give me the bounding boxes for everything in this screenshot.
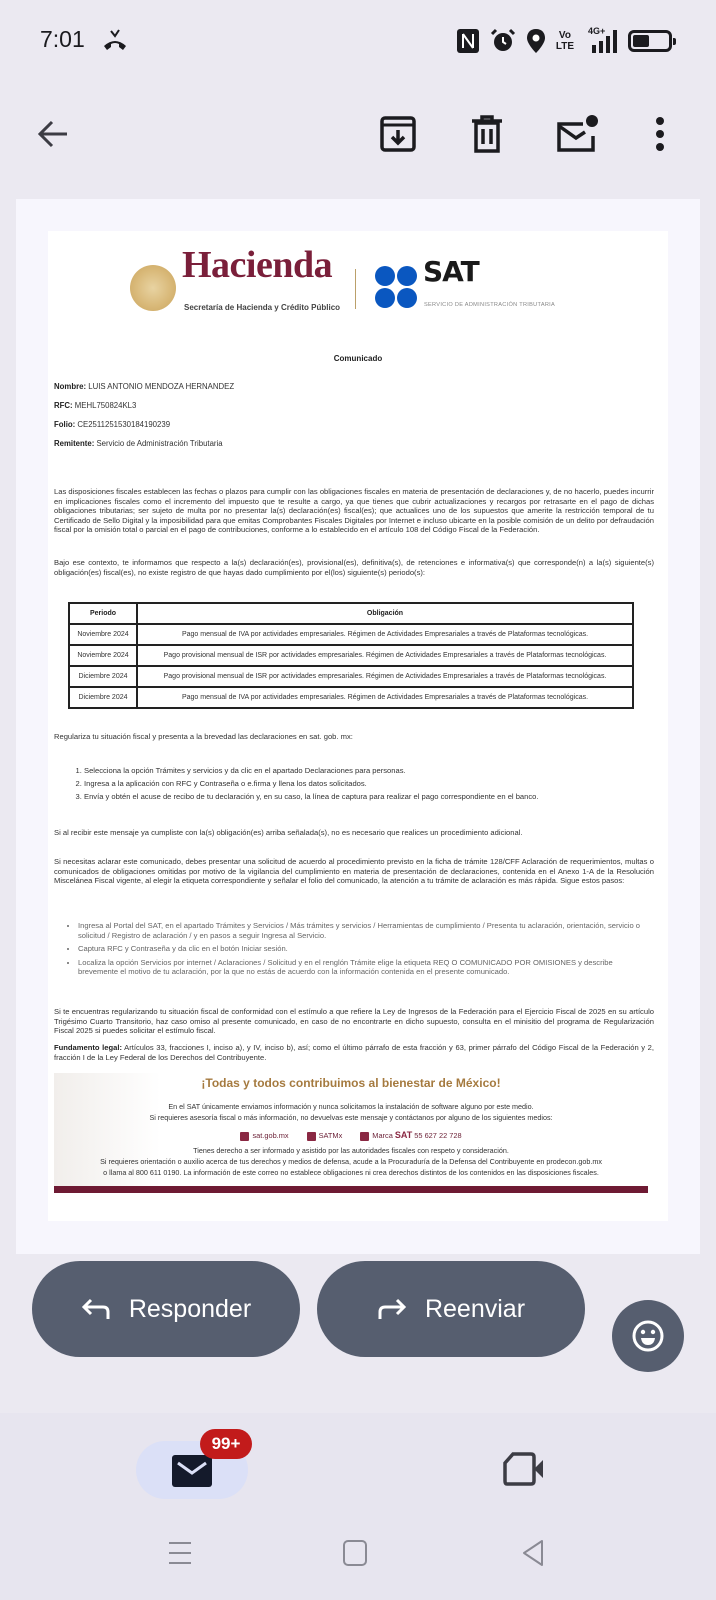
menu-lines-icon [167, 1540, 193, 1566]
steps-list [70, 766, 630, 806]
field-label: Nombre: [54, 382, 87, 391]
field-label: Folio: [54, 420, 76, 429]
list-item: 1. Selecciona la opción Trámites y servicios y da clic en el apartado Declaraciones para personas. [84, 766, 630, 776]
reply-icon [81, 1297, 111, 1321]
sat-logo-dots [375, 266, 417, 308]
location-icon [526, 28, 546, 54]
obligations-table [68, 602, 634, 709]
contact-marca-text: Marca [372, 1131, 393, 1140]
table-row [69, 624, 633, 645]
nav-meet-tab[interactable] [500, 1445, 548, 1493]
bottom-navigation [0, 1413, 716, 1600]
field-rfc [54, 401, 136, 411]
contact-web-text: sat.gob.mx [252, 1131, 289, 1140]
list-item: • Localiza la opción Servicios por internet / Aclaraciones / Solicitud y en el renglón Trámite elige la etiqueta REQ O COMUNICADO POR OMISIONES y describe brevemente el motivo de tu aclaración, por la que no estás de acuerdo con la información contenida en el presente comunicado. [78, 958, 642, 977]
paragraph-contexto: Bajo ese contexto, te informamos que respecto a la(s) declaración(es), provisional(es), definitiva(s), de retenciones e informativa(s) que corresponde(n) a la(s) siguiente(s) obligación(es) fiscal(es), no existe registro de que hayas dado cumplimiento por el(los) siguiente(s) periodo(s): [54, 558, 654, 577]
home-button[interactable] [335, 1533, 375, 1573]
video-camera-icon [503, 1452, 545, 1486]
contact-web[interactable] [240, 1131, 288, 1141]
x-icon [307, 1132, 316, 1141]
mail-icon [172, 1453, 212, 1487]
missed-call-icon [102, 28, 128, 52]
volte-icon [556, 28, 574, 54]
hacienda-sat-logo [130, 244, 580, 321]
field-value: MEHL750824KL3 [74, 401, 137, 410]
footer-title: ¡Todas y todos contribuimos al bienestar de México! [201, 1076, 501, 1090]
hacienda-logo-text: Hacienda [182, 244, 333, 286]
reply-button[interactable] [32, 1261, 300, 1357]
paragraph-fundamento [54, 1043, 654, 1062]
legal-text: Artículos 33, fracciones I, inciso a), y IV, inciso b), así; como el último párrafo de esta fracción y 63, primer párrafo del Código Fiscal de la Federación y 2, fracción I de la Ley Federal de los Derechos del Contribuyente. [54, 1043, 654, 1062]
cell-periodo: Diciembre 2024 [69, 666, 137, 687]
field-nombre [54, 382, 234, 392]
list-item: • Ingresa al Portal del SAT, en el apartado Trámites y Servicios / Más trámites y servicios / Herramientas de cumplimiento / Presenta tu aclaración, orientación, servicio o solicitud / Registro de aclaración / y en pasos a seguir Ingresa al Servicio. [78, 921, 642, 940]
footer-line: Si requieres orientación o auxilio acerca de tus derechos y medios de defensa, acude a la Procuraduría de la Defensa del Contribuyente en prodecon.gob.mx [100, 1157, 602, 1166]
email-toolbar [0, 96, 716, 176]
field-label: RFC: [54, 401, 73, 410]
footer-line: En el SAT únicamente enviamos información y nunca solicitamos la instalación de software alguno por este medio. [168, 1102, 534, 1111]
status-time: 7:01 [40, 26, 85, 52]
unread-count-badge: 99+ [200, 1429, 252, 1459]
phone-icon [360, 1132, 369, 1141]
emoji-reaction-button[interactable] [612, 1300, 684, 1372]
cell-periodo: Noviembre 2024 [69, 624, 137, 645]
more-vert-icon [654, 116, 666, 152]
status-bar [0, 0, 716, 84]
cell-periodo: Diciembre 2024 [69, 687, 137, 708]
paragraph-disposiciones: Las disposiciones fiscales establecen las fechas o plazos para cumplir con las obligaciones fiscales en materia de presentación de declaraciones y, de no hacerlo, puedes incurrir en implicaciones fiscales como el incremento del impuesto que te resulte a cargo, ya que tienes que cubrir actualizaciones y recargos por retrasarte en el pago de dichas obligaciones tributarias; ser sujeto de multa por no presentar la(s) declaración(es) fiscal(es); que actualices uno de los supuestos que amerite la restricción temporal de tu Certificado de Sello Digital y la imposibilidad para que emitas Comprobantes Fiscales Digitales por Internet e incluso ubicarte en la posible comisión de un delito por defraudación fiscal por la omisión total o parcial en el pago de contribuciones, conforme a lo establecido en el artículo 108 del Código Fiscal de la Federación. [54, 487, 654, 535]
nfc-icon [456, 28, 480, 54]
cell-periodo: Noviembre 2024 [69, 645, 137, 666]
email-footer [54, 1073, 648, 1193]
forward-button[interactable] [317, 1261, 585, 1357]
battery-icon [628, 30, 672, 52]
more-options-button[interactable] [636, 110, 684, 158]
document-title: Comunicado [333, 354, 383, 363]
web-icon [240, 1132, 249, 1141]
cell-obligacion: Pago provisional mensual de ISR por actividades empresariales. Régimen de Actividades Empresariales a través de Plataformas tecnológicas. [137, 666, 633, 687]
field-remitente [54, 439, 223, 449]
cell-obligacion: Pago mensual de IVA por actividades empresariales. Régimen de Actividades Empresariales a través de Plataformas tecnológicas. [137, 687, 633, 708]
footer-line: o llama al 800 611 0190. La información de este correo no establece obligaciones ni crea derechos distintos de los contenidos en las disposiciones fiscales. [103, 1168, 599, 1177]
volte-bottom: LTE [555, 41, 574, 52]
archive-button[interactable] [374, 110, 422, 158]
list-item: 2. Ingresa a la aplicación con RFC y Contraseña o e.firma y llena los datos solicitados. [84, 779, 630, 789]
contact-x[interactable] [307, 1131, 343, 1141]
archive-icon [380, 115, 416, 153]
forward-icon [377, 1297, 407, 1321]
smiley-icon [631, 1319, 665, 1353]
list-item: • Captura RFC y Contraseña y da clic en el botón Iniciar sesión. [78, 944, 642, 954]
back-button[interactable] [30, 110, 78, 158]
alarm-icon [490, 28, 516, 54]
cell-obligacion: Pago mensual de IVA por actividades empresariales. Régimen de Actividades Empresariales a través de Plataformas tecnológicas. [137, 624, 633, 645]
system-back-button[interactable] [513, 1533, 553, 1573]
mark-unread-button[interactable] [553, 110, 601, 158]
footer-line: Tienes derecho a ser informado y asistido por las autoridades fiscales con respeto y consideración. [193, 1146, 509, 1155]
paragraph-estimulo: Si te encuentras regularizando tu situación fiscal de conformidad con el estímulo a que refiere la Ley de Ingresos de la Federación para el Ejercicio Fiscal de 2025 en su artículo Trigésimo Cuarto Transitorio, haz caso omiso al presente comunicado, en caso de no encontrarte en dicho supuesto, consulta en el minisitio del programa de Regularización Fiscal 2025 si puedes solicitar el estímulo fiscal. [54, 1007, 654, 1036]
footer-bar [54, 1186, 648, 1193]
table-row [69, 687, 633, 708]
trash-icon [471, 115, 503, 153]
contact-marca-sat: SAT [394, 1130, 413, 1140]
network-type: 4G+ [588, 26, 606, 36]
field-value: LUIS ANTONIO MENDOZA HERNANDEZ [88, 382, 235, 391]
field-value: Servicio de Administración Tributaria [96, 439, 223, 448]
legal-label: Fundamento legal: [54, 1043, 122, 1052]
coat-of-arms-seal [130, 265, 176, 311]
sat-logo-text: SAT [423, 255, 479, 288]
volte-top: Vo [558, 30, 571, 41]
paragraph-aclarar: Si necesitas aclarar este comunicado, debes presentar una solicitud de acuerdo al procedimiento previsto en la ficha de trámite 128/CFF Aclaración de requerimientos, multas o comunicados de obligaciones omitidas por motivo de la vigilancia del cumplimiento en materia de presentación de declaraciones, contenida en el Anexo 1-A de la Resolución Miscelánea Fiscal vigente, al elegir la etiqueta correspondiente y señalar el folio del comunicado, la atención a tu trámite de aclaración es más rápida. Sigue estos pasos: [54, 857, 654, 886]
recent-apps-button[interactable] [160, 1533, 200, 1573]
cell-obligacion: Pago provisional mensual de ISR por actividades empresariales. Régimen de Actividades Empresariales a través de Plataformas tecnológicas. [137, 645, 633, 666]
logo-divider [355, 269, 356, 309]
delete-button[interactable] [463, 110, 511, 158]
list-item: 3. Envía y obtén el acuse de recibo de tu declaración y, en su caso, la línea de captura para realizar el pago correspondiente en el banco. [84, 792, 630, 802]
reply-label: Responder [128, 1294, 252, 1323]
arrow-left-icon [37, 117, 71, 151]
field-label: Remitente: [54, 439, 95, 448]
paragraph-cumpliste: Si al recibir este mensaje ya cumpliste con la(s) obligación(es) arriba señalada(s), no es necesario que realices un procedimiento adicional. [54, 828, 523, 837]
back-triangle-icon [520, 1539, 546, 1567]
table-header-row [69, 603, 633, 624]
table-row [69, 645, 633, 666]
sat-subtitle: SERVICIO DE ADMINISTRACIÓN TRIBUTARIA [424, 302, 556, 308]
hacienda-subtitle: Secretaría de Hacienda y Crédito Público [184, 303, 341, 312]
header-periodo: Periodo [69, 603, 137, 624]
paragraph-regulariza: Regulariza tu situación fiscal y presenta a la brevedad las declaraciones en sat. gob. mx: [54, 732, 353, 741]
footer-line: Si requieres asesoría fiscal o más información, no devuelvas este mensaje y contáctanos por alguno de los siguientes medios: [149, 1113, 553, 1122]
contact-phone-text: 55 627 22 728 [414, 1131, 462, 1140]
signal-icon [584, 28, 618, 54]
contact-phone[interactable] [360, 1131, 461, 1141]
footer-contacts [54, 1131, 648, 1141]
mail-unread-icon [555, 114, 599, 154]
header-obligacion: Obligación [137, 603, 633, 624]
field-folio [54, 420, 170, 430]
forward-label: Reenviar [424, 1294, 526, 1323]
email-document [48, 231, 668, 1221]
home-square-icon [342, 1539, 368, 1567]
contact-x-text: SATMx [318, 1131, 343, 1140]
table-row [69, 666, 633, 687]
field-value: CE2511251530184190239 [77, 420, 171, 429]
aclaracion-steps-list [62, 921, 642, 981]
